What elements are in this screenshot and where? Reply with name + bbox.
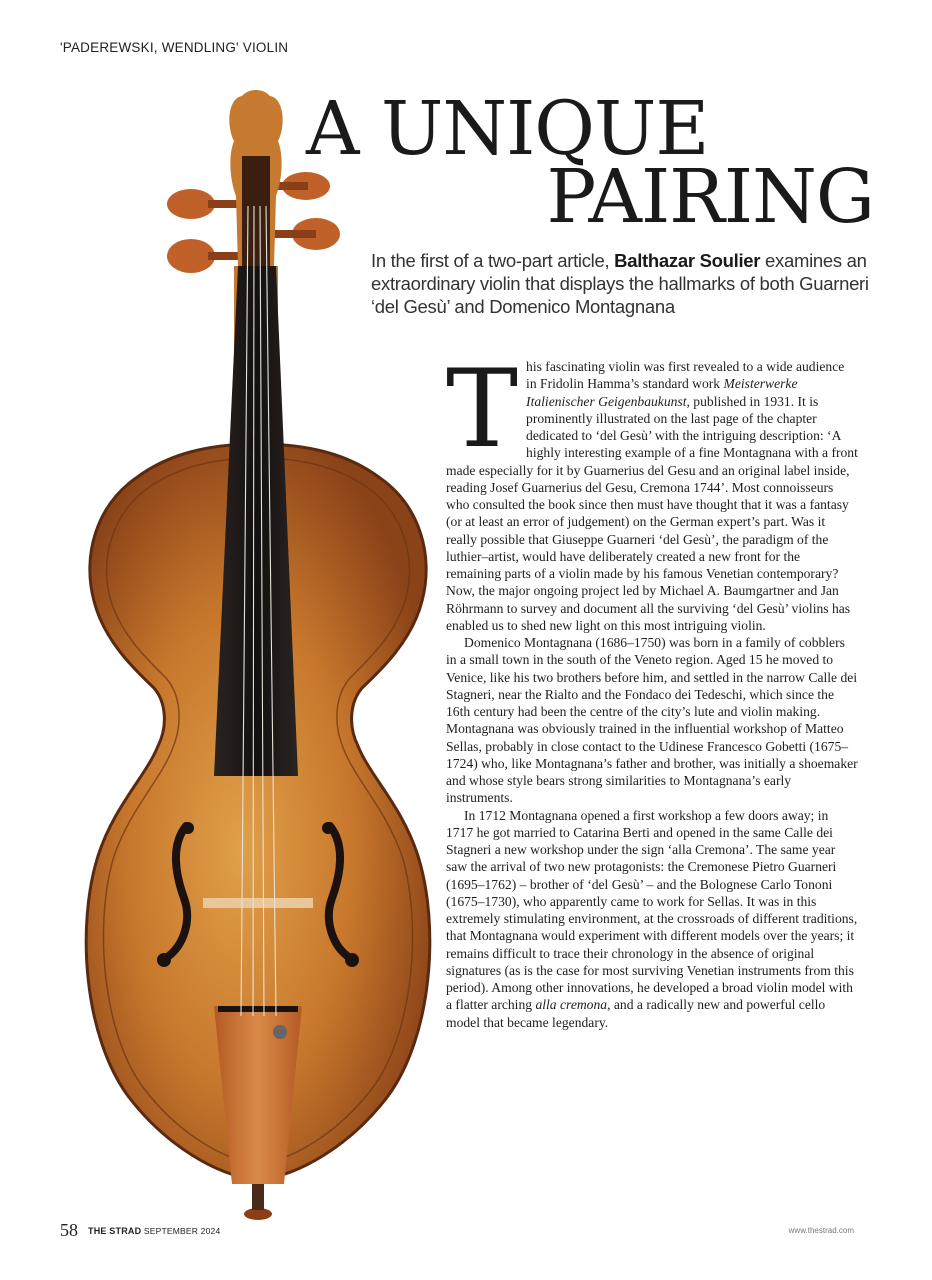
para1-text-a: his fascinating violin was first revealed to a wide audience in Fridolin Hamma’s standard work bbox=[526, 359, 845, 392]
paragraph-1 bbox=[446, 347, 858, 634]
article-body bbox=[446, 347, 858, 1218]
page-number: 58 bbox=[60, 1220, 78, 1240]
issue-date: SEPTEMBER 2024 bbox=[143, 1226, 221, 1236]
magazine-issue bbox=[88, 1226, 220, 1236]
book-title: Meisterwerke Italienischer Geigenbaukunst bbox=[526, 376, 798, 409]
article-title-line-1: A UNIQUE bbox=[306, 86, 709, 172]
magazine-url: www.thestrad.com bbox=[788, 1226, 854, 1235]
drop-cap: T bbox=[446, 347, 519, 472]
paragraph-2: Domenico Montagnana (1686–1750) was born in a family of cobblers in a small town in the south of the Veneto region. Aged 15 he moved to Venice, like his two brothers before him, and settled in the narrow Calle dei Stagneri, near the Rialto and the Fondaco dei Tedeschi, which since the 16th century had been the centre of the city’s lute and violin making. Montagnana was obviously trained in the influential workshop of Matteo Sellas, probably in close contact to the Udinese Francesco Gobetti (1675–1724) who, like Montagnana’s father and brother, was initially a shoemaker and whose style bears strong similarities to Montagnana’s early instruments. bbox=[446, 635, 858, 806]
para1-text-b: , published in 1931. It is prominently illustrated on the last page of the chapter dedicated to ‘del Gesù’ with the intriguing description: ‘A highly interesting example of a fine Montagnana with a front made especially for it by Guarnerius del Gesu and an original label inside, reading Josef Guarnerius del Gesu, Cremona 1744’. Most connoisseurs who consulted the book since then must have thought that it was a fantasy (or at least an error of judgement) on the German expert’s part. Was it really possible that Giuseppe Guarneri ‘del Gesù’, the paradigm of the luthier–artist, would have deliberately created a new front for the remaining parts of a violin made by his famous Venetian contemporary? Now, the major ongoing project led by Michael A. Baumgartner and Jan Röhrmann to survey and document all the surviving ‘del Gesù’ violins has enabled us to shed new light on this most intriguing violin. bbox=[446, 393, 858, 633]
author-name: Balthazar Soulier bbox=[614, 250, 761, 271]
para3-text-b: , and a radically new and powerful cello model that became legendary. bbox=[446, 997, 826, 1030]
standfirst-intro: In the first of a two-part article, bbox=[371, 250, 615, 271]
magazine-name: THE STRAD bbox=[88, 1226, 142, 1236]
standfirst-rest: examines an extraordinary violin that displays the hallmarks of both Guarneri ‘del Gesù’ and Domenico Montagnana bbox=[371, 250, 869, 317]
violin-photo bbox=[58, 86, 458, 1226]
paragraph-3 bbox=[446, 807, 858, 1031]
italic-term: alla cremona bbox=[535, 997, 608, 1013]
para3-text-a: In 1712 Montagnana opened a first workshop a few doors away; in 1717 he got married to Catarina Berti and opened in the same Calle dei Stagneri a new workshop under the sign ‘alla Cremona’. The same year saw the arrival of two new protagonists: the Cremonese Pietro Guarneri (1695–1762) – brother of ‘del Gesù’ – and the Bolognese Carlo Tononi (1675–1730), who apparently came to work for Sellas. It was in this extremely stimulating environment, at the crossroads of different traditions, that Montagnana would experiment with different models over the years; it remains difficult to trace their chronology in the absence of original signatures (as is the case for most surviving Venetian instruments from this period). Among other innovations, he developed a broad violin model with a flatter arching bbox=[446, 807, 858, 1013]
article-title-line-2: PAIRING bbox=[546, 154, 874, 240]
section-tag: 'PADEREWSKI, WENDLING' VIOLIN bbox=[60, 40, 289, 55]
